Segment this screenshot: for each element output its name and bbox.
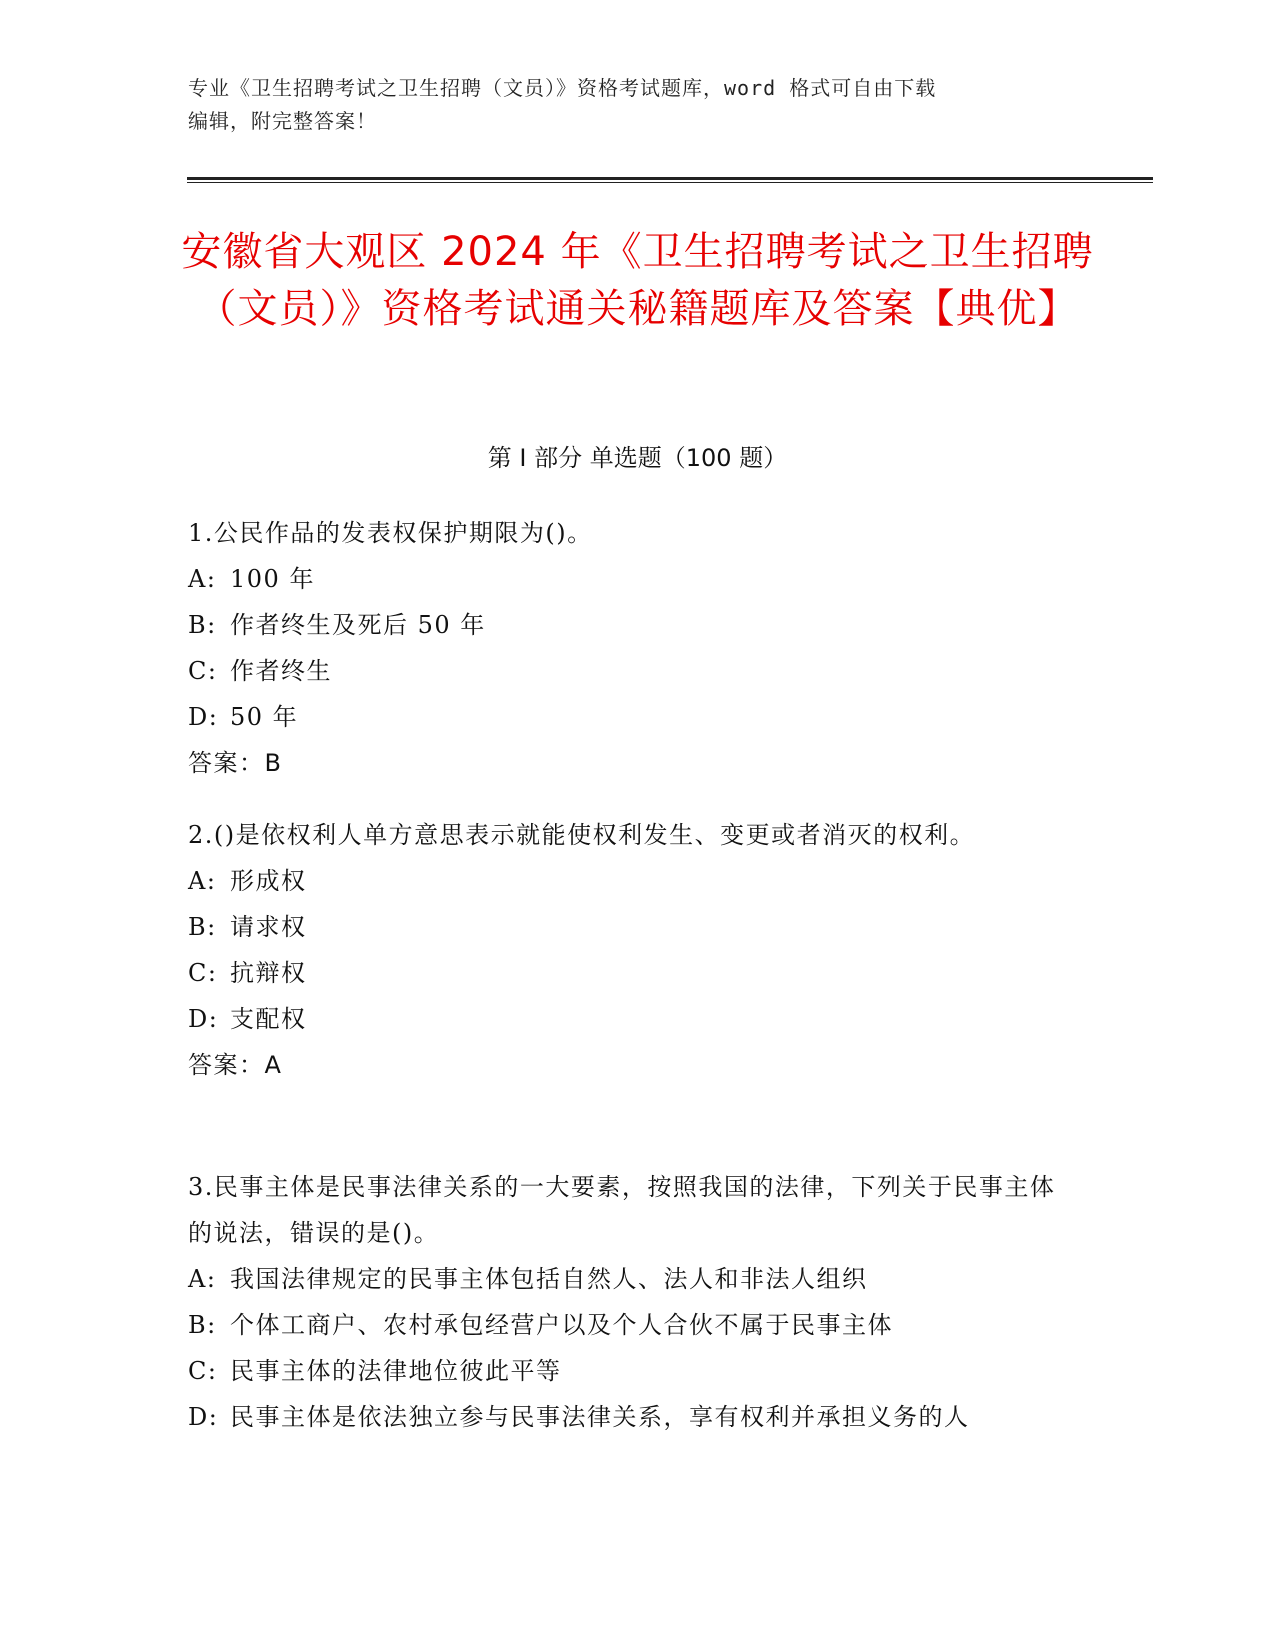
option-letter: C: — [188, 959, 218, 987]
question-stem: 3.民事主体是民事法律关系的一大要素，按照我国的法律，下列关于民事主体的说法，错误的是()。 — [188, 1173, 1056, 1247]
option-d — [188, 996, 1078, 1042]
option-letter: C: — [188, 657, 218, 685]
option-text: 作者终生 — [230, 657, 332, 685]
option-letter: B: — [188, 611, 217, 639]
option-letter: A: — [188, 1265, 217, 1293]
option-letter: A: — [188, 867, 217, 895]
option-text: 作者终生及死后 50 年 — [230, 611, 486, 639]
option-a — [188, 1256, 1078, 1302]
option-text: 抗辩权 — [230, 959, 307, 987]
option-c — [188, 950, 1078, 996]
option-text: 民事主体是依法独立参与民事法律关系，享有权利并承担义务的人 — [230, 1403, 970, 1431]
option-letter: D: — [188, 703, 219, 731]
question-stem: 1.公民作品的发表权保护期限为()。 — [188, 519, 593, 547]
question-2 — [188, 812, 1078, 1088]
question-3 — [188, 1164, 1078, 1440]
section-heading: 第 I 部分 单选题（100 题） — [487, 444, 788, 472]
option-text: 请求权 — [230, 913, 307, 941]
option-a — [188, 556, 1078, 602]
header-note — [188, 72, 1088, 138]
option-text: 50 年 — [230, 703, 299, 731]
question-stem: 2.()是依权利人单方意思表示就能使权利发生、变更或者消灭的权利。 — [188, 821, 976, 849]
option-b — [188, 602, 1078, 648]
page-title: 安徽省大观区 2024 年《卫生招聘考试之卫生招聘（文员）》资格考试通关秘籍题库及答案【典优】 — [181, 229, 1094, 332]
option-c — [188, 1348, 1078, 1394]
option-b — [188, 1302, 1078, 1348]
header-note-line: 编辑，附完整答案！ — [188, 109, 377, 133]
option-letter: C: — [188, 1357, 218, 1385]
option-b — [188, 904, 1078, 950]
option-text: 个体工商户、农村承包经营户以及个人合伙不属于民事主体 — [230, 1311, 893, 1339]
option-d — [188, 694, 1078, 740]
header-note-line: 专业《卫生招聘考试之卫生招聘（文员）》资格考试题库，word 格式可自由下载 — [188, 76, 937, 100]
option-text: 形成权 — [230, 867, 307, 895]
option-c — [188, 648, 1078, 694]
option-text: 我国法律规定的民事主体包括自然人、法人和非法人组织 — [230, 1265, 868, 1293]
option-letter: B: — [188, 1311, 217, 1339]
option-letter: A: — [188, 565, 217, 593]
answer-label: 答案：B — [188, 749, 283, 777]
header-rule — [187, 177, 1153, 180]
answer-label: 答案：A — [188, 1051, 283, 1079]
question-1 — [188, 510, 1078, 786]
option-letter: D: — [188, 1403, 219, 1431]
option-text: 民事主体的法律地位彼此平等 — [230, 1357, 562, 1385]
option-a — [188, 858, 1078, 904]
header-rule-thin — [187, 182, 1153, 183]
option-letter: D: — [188, 1005, 219, 1033]
option-text: 支配权 — [230, 1005, 307, 1033]
option-text: 100 年 — [230, 565, 315, 593]
option-d — [188, 1394, 1078, 1440]
option-letter: B: — [188, 913, 217, 941]
